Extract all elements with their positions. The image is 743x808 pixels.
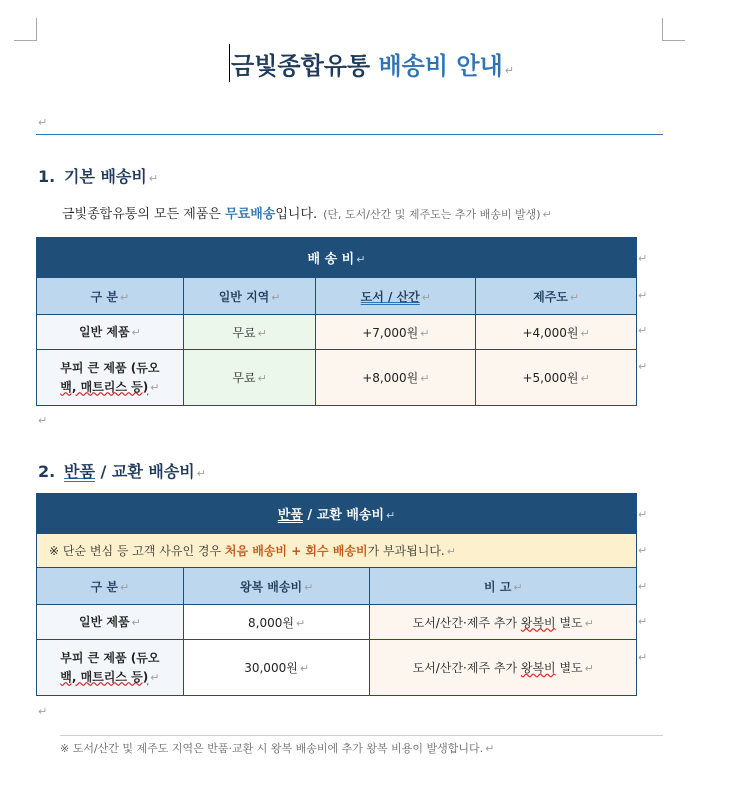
title-divider — [36, 134, 663, 135]
table-row — [37, 350, 637, 406]
row-label-text: 부피 큰 제품 (듀오 — [60, 650, 160, 665]
column-header — [476, 278, 637, 315]
footnote-text: ※ 도서/산간 및 제주도 지역은 반품·교환 시 왕복 배송비에 추가 왕복 비용이 발생합니다. — [60, 742, 484, 755]
fee-cell — [183, 605, 370, 640]
return-fee-table — [36, 493, 637, 696]
section2-title-part1: 반품 — [64, 462, 95, 481]
fee-cell — [183, 350, 316, 406]
table-header-row — [37, 238, 637, 278]
row-end-mark-icon: ↵ — [638, 580, 648, 593]
paragraph-mark-icon: ↵ — [584, 662, 594, 675]
remark-text: 도서/산간·제주 추가 — [412, 615, 521, 630]
column-header-label: 제주도 — [533, 289, 568, 304]
free-shipping-text: 무료배송 — [225, 207, 276, 222]
column-header-row — [37, 278, 637, 315]
fee-value: +8,000원 — [362, 371, 419, 385]
column-header — [37, 278, 184, 315]
section2-heading — [38, 459, 206, 482]
title-subject: 배송비 안내 — [378, 52, 503, 80]
footnote — [60, 740, 494, 756]
remark-text-end: 별도 — [555, 615, 583, 630]
table-title-cell — [37, 238, 637, 278]
row-end-mark-icon: ↵ — [638, 651, 648, 664]
row-end-mark-icon: ↵ — [638, 508, 648, 521]
column-header-label: 도서 / 산간 — [360, 289, 420, 304]
paragraph-mark-icon: ↵ — [119, 580, 130, 594]
paragraph-mark-icon: ↵ — [150, 380, 160, 394]
text-cursor — [229, 44, 230, 82]
row-label — [37, 315, 184, 350]
fee-value: +5,000원 — [522, 371, 579, 385]
remark-cell — [370, 640, 637, 696]
paragraph-mark-icon: ↵ — [420, 326, 430, 340]
fee-value: 무료 — [232, 325, 256, 340]
paragraph-mark-icon: ↵ — [421, 290, 431, 304]
paragraph-mark-icon: ↵ — [38, 414, 48, 427]
notice-row — [37, 534, 637, 568]
fee-cell — [316, 350, 476, 406]
table-row — [37, 640, 637, 696]
table-header-row — [37, 494, 637, 534]
fee-cell — [183, 315, 316, 350]
fee-value: +4,000원 — [522, 325, 579, 340]
column-header — [37, 568, 184, 605]
paragraph-mark-icon: ↵ — [569, 290, 580, 304]
column-header — [370, 568, 637, 605]
row-label-text: 백, 매트리스 등) — [60, 379, 149, 394]
table-title-part1: 반품 — [277, 508, 303, 523]
intro-text-end: 입니다. — [275, 207, 318, 222]
paragraph-mark-icon: ↵ — [580, 372, 590, 385]
paragraph-mark-icon: ↵ — [131, 615, 141, 629]
column-header-label: 구 분 — [90, 579, 118, 594]
paragraph-mark-icon: ↵ — [131, 325, 141, 339]
row-end-mark-icon: ↵ — [638, 252, 648, 265]
row-label-text: 부피 큰 제품 (듀오 — [60, 360, 160, 375]
notice-text-end: 가 부과됩니다. — [367, 544, 445, 558]
column-header-label: 일반 지역 — [218, 289, 270, 304]
row-end-mark-icon: ↵ — [638, 544, 648, 557]
paragraph-mark-icon: ↵ — [386, 509, 396, 522]
paragraph-mark-icon: ↵ — [38, 705, 48, 718]
remark-text-end: 별도 — [555, 661, 583, 675]
fee-value: 30,000원 — [244, 661, 298, 675]
document-title[interactable] — [0, 44, 743, 82]
table-title-cell — [37, 494, 637, 534]
remark-cell — [370, 605, 637, 640]
paragraph-mark-icon: ↵ — [485, 742, 495, 755]
fee-value: 8,000원 — [248, 615, 294, 630]
row-label — [37, 640, 184, 696]
paragraph-mark-icon: ↵ — [299, 662, 310, 675]
row-label — [37, 605, 184, 640]
intro-note: (단, 도서/산간 및 제주도는 추가 배송비 발생) — [323, 208, 541, 221]
column-header-row — [37, 568, 637, 605]
shipping-fee-table — [36, 237, 637, 406]
column-header — [183, 278, 316, 315]
paragraph-mark-icon: ↵ — [295, 616, 306, 630]
paragraph-mark-icon: ↵ — [271, 290, 281, 304]
paragraph-mark-icon: ↵ — [513, 580, 523, 594]
notice-highlight: 처음 배송비 + 회수 배송비 — [224, 544, 368, 558]
paragraph-mark-icon: ↵ — [148, 172, 159, 185]
paragraph-mark-icon: ↵ — [504, 64, 514, 77]
section1-heading — [38, 164, 158, 187]
section1-number: 1. — [38, 167, 56, 186]
paragraph-mark-icon: ↵ — [356, 253, 366, 266]
fee-cell — [183, 640, 370, 696]
paragraph-mark-icon: ↵ — [119, 290, 130, 304]
table-row — [37, 315, 637, 350]
paragraph-mark-icon: ↵ — [257, 372, 267, 385]
column-header — [183, 568, 370, 605]
paragraph-mark-icon: ↵ — [580, 326, 590, 340]
row-label-text: 백, 매트리스 등) — [60, 669, 149, 684]
row-end-mark-icon: ↵ — [638, 324, 648, 337]
footnote-divider — [60, 735, 663, 736]
table-title-part2: / 교환 배송비 — [302, 508, 385, 523]
paragraph-mark-icon: ↵ — [584, 616, 594, 630]
row-end-mark-icon: ↵ — [638, 360, 648, 373]
section1-title: 기본 배송비 — [64, 167, 147, 186]
paragraph-mark-icon: ↵ — [304, 580, 314, 594]
paragraph-mark-icon: ↵ — [196, 467, 206, 480]
page-corner-mark-top-right — [662, 18, 685, 41]
paragraph-mark-icon: ↵ — [257, 326, 267, 340]
column-header-label: 비 고 — [483, 579, 512, 594]
column-header-label: 왕복 배송비 — [239, 579, 303, 594]
fee-value: +7,000원 — [362, 325, 419, 340]
table-title: 배 송 비 — [307, 252, 355, 267]
row-label-text: 일반 제품 — [78, 324, 130, 339]
paragraph-mark-icon: ↵ — [150, 670, 160, 684]
row-label-text: 일반 제품 — [79, 614, 130, 629]
row-label — [37, 350, 184, 406]
section2-number: 2. — [38, 462, 56, 481]
paragraph-mark-icon: ↵ — [446, 545, 456, 558]
paragraph-mark-icon: ↵ — [420, 372, 430, 385]
remark-text: 도서/산간·제주 추가 — [412, 661, 521, 675]
section2-title-part2: / 교환 배송비 — [94, 462, 195, 481]
remark-text-flagged: 왕복비 — [520, 615, 556, 630]
section1-intro — [62, 203, 552, 222]
notice-text: ※ 단순 변심 등 고객 사유인 경우 — [49, 544, 225, 558]
fee-cell — [476, 315, 637, 350]
column-header-label: 구 분 — [90, 289, 118, 304]
notice-cell — [37, 534, 637, 568]
fee-value: 무료 — [232, 371, 256, 385]
intro-text: 금빛종합유통의 모든 제품은 — [62, 207, 226, 222]
table-row — [37, 605, 637, 640]
page-corner-mark-top-left — [14, 18, 37, 41]
remark-text-flagged: 왕복비 — [520, 661, 556, 675]
fee-cell — [316, 315, 476, 350]
paragraph-mark-icon: ↵ — [38, 116, 48, 129]
title-company: 금빛종합유통 — [231, 52, 371, 80]
paragraph-mark-icon: ↵ — [542, 208, 552, 221]
row-end-mark-icon: ↵ — [638, 289, 648, 302]
row-end-mark-icon: ↵ — [638, 615, 648, 628]
fee-cell — [476, 350, 637, 406]
column-header — [316, 278, 476, 315]
